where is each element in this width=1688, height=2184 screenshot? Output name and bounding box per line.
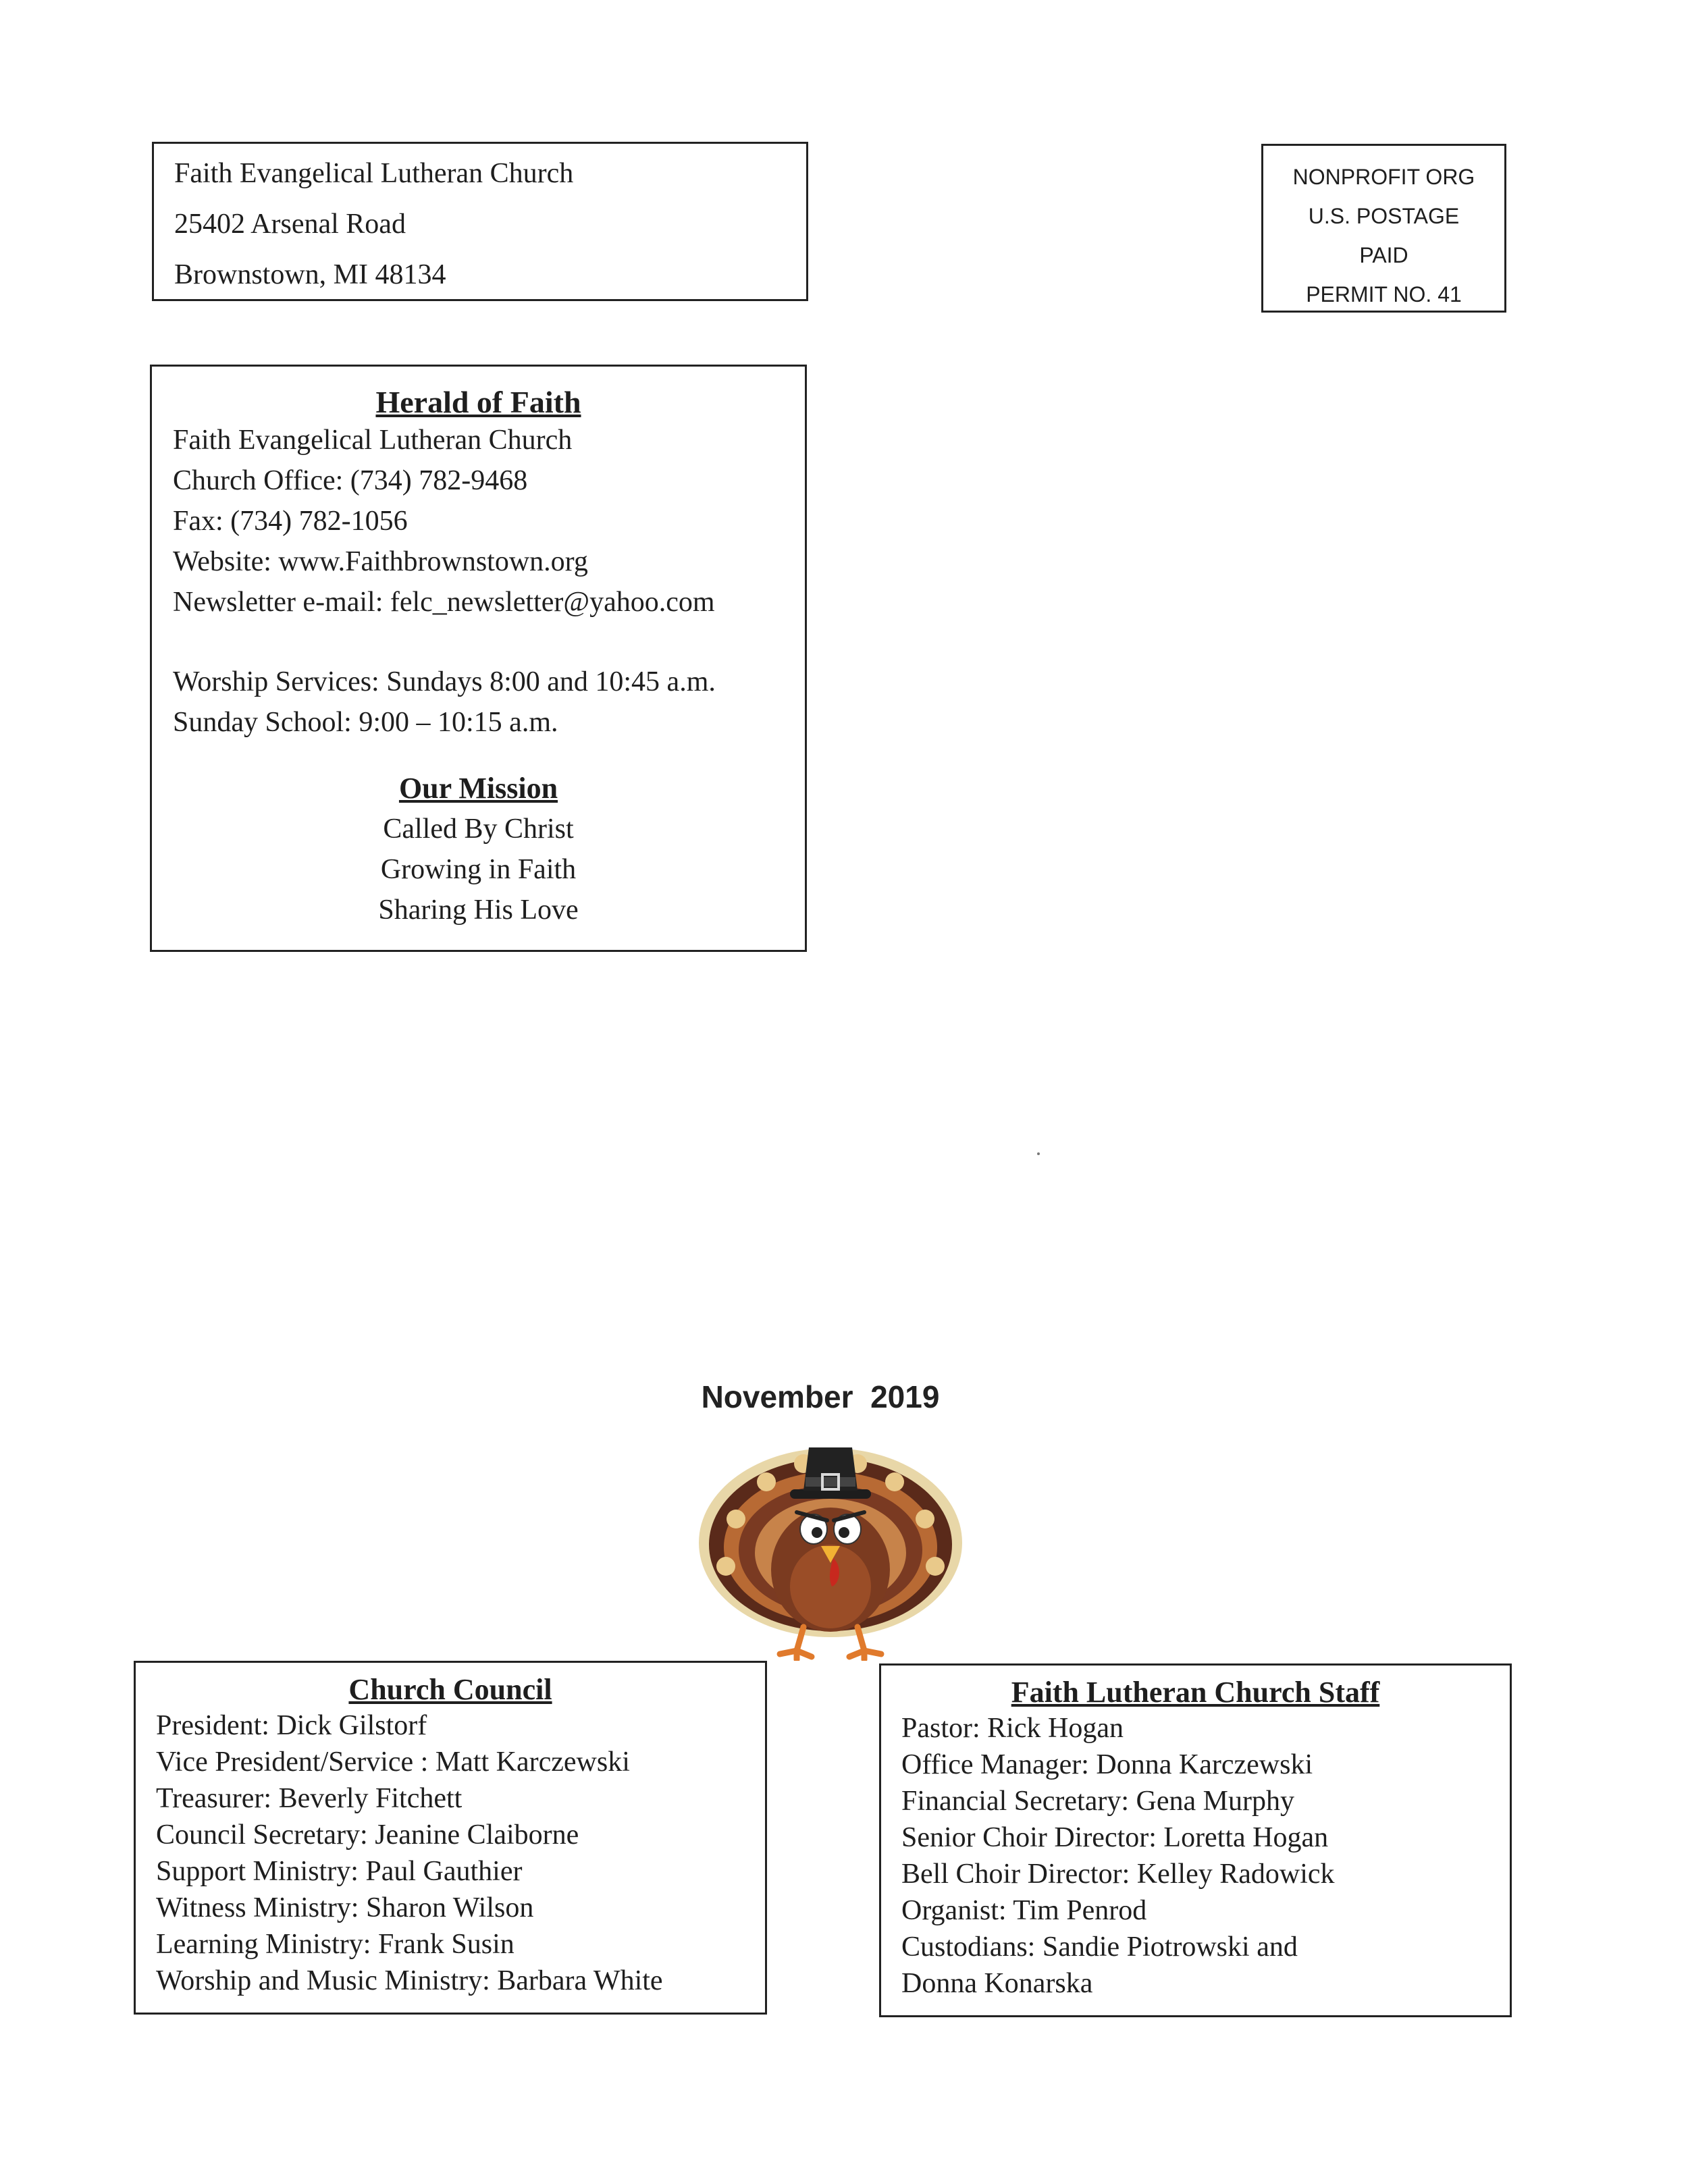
website: Website: www.Faithbrownstown.org bbox=[173, 546, 588, 577]
postage-indicia bbox=[1261, 144, 1506, 313]
sunday-school: Sunday School: 9:00 – 10:15 a.m. bbox=[173, 707, 558, 738]
council-member: Witness Ministry: Sharon Wilson bbox=[156, 1892, 534, 1923]
council-member: Learning Ministry: Frank Susin bbox=[156, 1929, 515, 1960]
staff-member: Senior Choir Director: Loretta Hogan bbox=[901, 1822, 1329, 1853]
staff-member: Office Manager: Donna Karczewski bbox=[901, 1749, 1313, 1780]
council-member: Support Ministry: Paul Gauthier bbox=[156, 1856, 523, 1887]
postage-line: NONPROFIT ORG bbox=[1292, 165, 1475, 189]
return-address-line: 25402 Arsenal Road bbox=[174, 209, 406, 240]
postage-line: PERMIT NO. 41 bbox=[1306, 282, 1462, 307]
council-member: Worship and Music Ministry: Barbara White bbox=[156, 1965, 663, 1996]
mission-line: Growing in Faith bbox=[380, 854, 577, 885]
return-address-line: Faith Evangelical Lutheran Church bbox=[174, 158, 574, 189]
council-member: President: Dick Gilstorf bbox=[156, 1710, 427, 1741]
church-staff-title: Faith Lutheran Church Staff bbox=[1011, 1676, 1380, 1709]
church-office-phone: Church Office: (734) 782-9468 bbox=[173, 465, 528, 496]
herald-church-name: Faith Evangelical Lutheran Church bbox=[173, 425, 573, 456]
herald-info-box bbox=[150, 365, 807, 952]
mission-title: Our Mission bbox=[398, 772, 558, 805]
fax-number: Fax: (734) 782-1056 bbox=[173, 506, 408, 537]
return-address-box bbox=[152, 142, 808, 301]
newsletter-email: Newsletter e-mail: felc_newsletter@yahoo.com bbox=[173, 587, 715, 618]
herald-title: Herald of Faith bbox=[375, 385, 581, 419]
church-staff-box bbox=[879, 1663, 1512, 2017]
council-member: Vice President/Service : Matt Karczewski bbox=[156, 1747, 630, 1778]
mission-line: Sharing His Love bbox=[378, 895, 579, 926]
staff-member: Donna Konarska bbox=[901, 1968, 1093, 1999]
church-council-box bbox=[134, 1661, 767, 2015]
council-member: Treasurer: Beverly Fitchett bbox=[156, 1783, 463, 1814]
postage-line: U.S. POSTAGE bbox=[1308, 204, 1460, 228]
staff-member: Custodians: Sandie Piotrowski and bbox=[901, 1932, 1298, 1963]
staff-member: Pastor: Rick Hogan bbox=[901, 1713, 1124, 1744]
postage-line: PAID bbox=[1359, 243, 1408, 267]
return-address-line: Brownstown, MI 48134 bbox=[174, 259, 446, 290]
mission-line: Called By Christ bbox=[383, 814, 574, 845]
issue-date: November 2019 bbox=[701, 1379, 940, 1414]
turkey-pilgrim-hat-icon bbox=[695, 1424, 972, 1661]
scan-speck bbox=[1037, 1152, 1040, 1155]
staff-member: Bell Choir Director: Kelley Radowick bbox=[901, 1859, 1335, 1890]
church-council-title: Church Council bbox=[348, 1673, 552, 1706]
staff-member: Financial Secretary: Gena Murphy bbox=[901, 1786, 1294, 1817]
council-member: Council Secretary: Jeanine Claiborne bbox=[156, 1819, 579, 1850]
staff-member: Organist: Tim Penrod bbox=[901, 1895, 1147, 1926]
worship-services: Worship Services: Sundays 8:00 and 10:45 a.m. bbox=[173, 666, 716, 697]
